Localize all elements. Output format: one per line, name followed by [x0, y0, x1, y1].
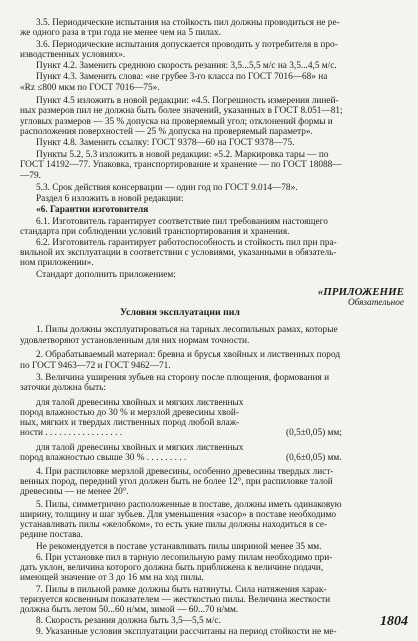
text-line: пород влажностью до 30 % и мерзлой древесины хвой-	[20, 408, 239, 418]
text-line: 6.1. Изготовитель гарантирует соответствие пил требованиям настоящего	[36, 217, 328, 227]
text-line: по ГОСТ 9463—72 и ГОСТ 9462—71.	[20, 361, 171, 371]
text-line: удовлетворяют установленным для них нормам точности.	[20, 336, 250, 346]
text-line: 7. Пилы в пильной рамке должны быть натянуты. Сила натяжения харак-	[36, 585, 327, 595]
text-line: Условия эксплуатации пил	[120, 307, 240, 318]
text-line: 2. Обрабатываемый материал: бревна и брусья хвойных и лиственных пород	[36, 350, 341, 360]
text-line: Раздел 6 изложить в новой редакции:	[36, 194, 184, 204]
tolerance-value-2: (0,6±0,05) мм.	[286, 453, 342, 463]
text-line: ных, мягких и твердых лиственных пород любой влаж-	[20, 418, 240, 428]
text-line: Пункт 4.8. Заменить ссылку: ГОСТ 9378—60 на ГОСТ 9378—75.	[36, 138, 295, 148]
appendix-subtitle: Обязательное	[347, 298, 404, 308]
text-line: Пункты 5.2, 5.3 изложить в новой редакции: «5.2. Маркировка тары — по	[36, 150, 329, 160]
text-line: 3.5. Периодические испытания на стойкость пил должны проводиться не ре-	[36, 18, 340, 28]
text-line: должна быть летом 50...60 н/мм, зимой — 60...70 н/мм.	[20, 605, 239, 615]
text-line: 4. При распиловке мерзлой древесины, особенно древесины твердых лист-	[36, 467, 334, 477]
text-line: ГОСТ 14192—77. Упаковка, транспортирование и хранение — по ГОСТ 18088—	[20, 160, 342, 170]
text-line: заточки должна быть:	[20, 383, 107, 393]
text-line: 8. Скорость резания должна быть 3,5—5,5 м/с.	[36, 616, 221, 626]
text-line: имеющей значение от 3 до 16 мм на ход пилы.	[20, 573, 204, 583]
text-line: —79.	[20, 171, 41, 181]
text-line: Стандарт дополнить приложением:	[36, 270, 176, 280]
text-line: расположения поверхностей — 25 % допуска на проверяемый параметр».	[20, 127, 313, 137]
text-line: Пункт 4.3. Заменить слова: «не грубее 3-го класса по ГОСТ 7016—68» на	[36, 72, 328, 82]
appendix-label: «ПРИЛОЖЕНИЕ	[317, 286, 404, 298]
text-line: для талой древесины хвойных и мягких лиственных	[36, 398, 244, 408]
text-line: 3. Величина уширения зубьев на сторону после плющения, формования и	[36, 373, 330, 383]
text-line: венных пород, передний угол должен быть не более 12°, при распиловке талой	[20, 477, 333, 487]
text-line: пород влажностью свыше 30 % . . . . . . . . .	[20, 453, 187, 463]
text-line: же одного раза в три года не менее чем на 5 пилах.	[20, 28, 222, 38]
text-line: 5.3. Срок действия консервации — один год по ГОСТ 9.014—78».	[36, 183, 298, 193]
text-line: Пункт 4.5 изложить в новой редакции: «4.5. Погрешность измерения линей-	[36, 96, 339, 106]
text-line: 1. Пилы должны эксплуатироваться на тарных лесопильных рамах, которые	[36, 325, 338, 335]
text-line: угловых размеров — 35 % допуска на проверяемый угол; отклонений формы и	[20, 117, 333, 127]
text-line: Не рекомендуется в поставе устанавливать пилы шириной менее 35 мм.	[36, 542, 322, 552]
text-line: редине постава.	[20, 530, 83, 540]
text-line: ном приложении».	[20, 258, 94, 268]
text-line: стандарта при соблюдении условий транспортирования и хранения.	[20, 227, 290, 237]
text-line: для талой древесины хвойных и мягких лиственных	[36, 443, 244, 453]
text-line: Пункт 4.2. Заменить среднюю скорость резания: 3,5...5,5 м/с на 3,5...4,5 м/с.	[36, 61, 337, 71]
text-line: «Rz ≤800 мкм по ГОСТ 7016—75».	[20, 83, 160, 93]
text-line: 9. Указанные условия эксплуатации рассчитаны на период стойкости не ме-	[36, 627, 337, 637]
page-number: 1804	[380, 614, 408, 629]
text-line: ширину, толщину и шаг зубьев. Для уменьшения «засор» в поставе необходимо	[20, 510, 336, 520]
text-line: «6. Гарантии изготовителя	[36, 205, 149, 215]
text-line: древесины — не менее 20°.	[20, 487, 129, 497]
text-line: 6. При установке пил в тарную лесопильную раму пилам необходимо при-	[36, 553, 333, 563]
text-line: 6.2. Изготовитель гарантирует работоспособность и стойкость пил при пра-	[36, 238, 337, 248]
text-line: вильной их эксплуатации в соответствии с условиями, указанными в обязатель-	[20, 248, 337, 258]
text-line: 3.6. Периодические испытания допускается проводить у потребителя в про-	[36, 40, 338, 50]
text-line: ных размеров пил не должна быть более значений, указанных в ГОСТ 8.051—81;	[20, 106, 343, 116]
tolerance-value-1: (0,5±0,05) мм;	[286, 428, 342, 438]
text-line: 5. Пилы, симметрично расположенные в поставе, должны иметь одинаковую	[36, 500, 342, 510]
text-line: изводственных условиях».	[20, 50, 126, 60]
text-line: теризуется косвенным показателем — жесткостью пилы. Величина жесткости	[20, 595, 331, 605]
text-line: ности . . . . . . . . . . . . . . . . .	[20, 428, 123, 438]
text-line: дать уклон, величина которого должна быть приближена к величине подачи,	[20, 563, 324, 573]
text-line: устанавливать пилы «желобком», то есть укие пилы должны находиться в се-	[20, 520, 328, 530]
